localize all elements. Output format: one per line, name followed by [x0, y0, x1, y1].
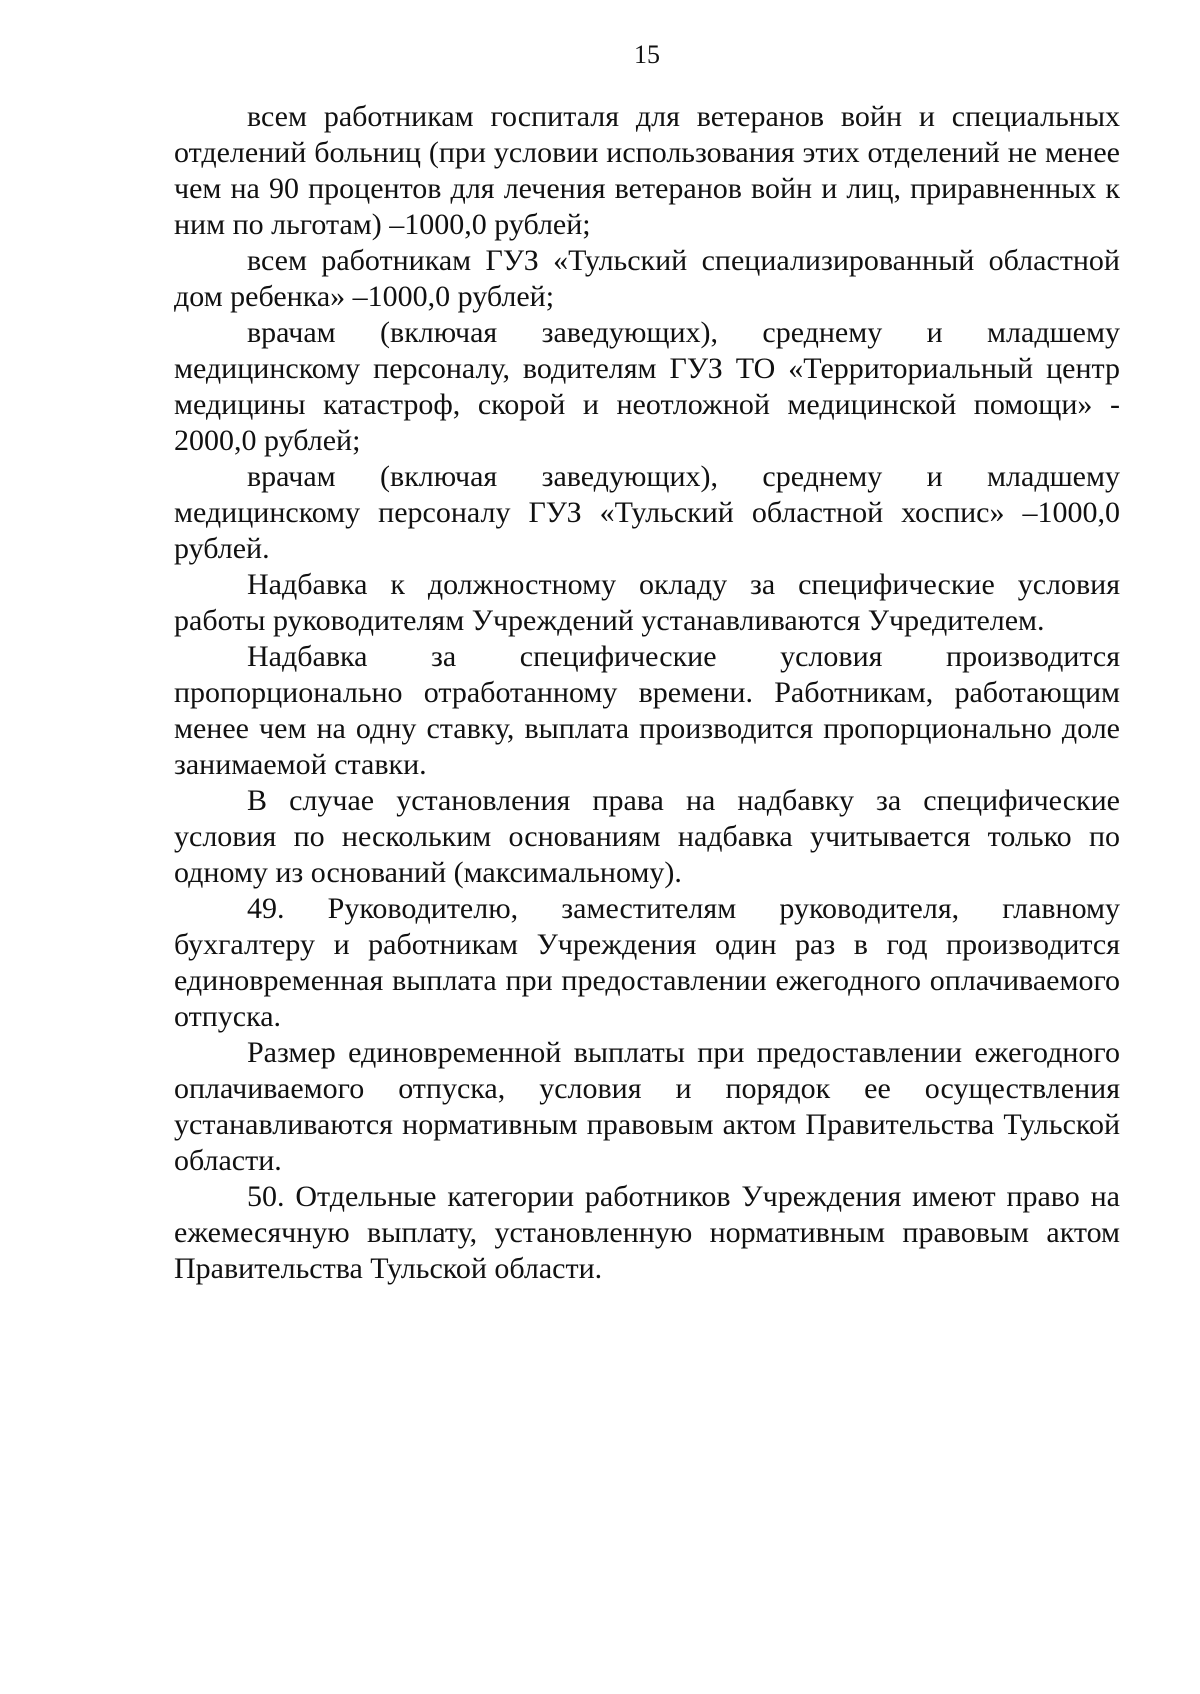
paragraph-payment-size: Размер единовременной выплаты при предоставлении ежегодного оплачиваемого отпуска, условия и порядок ее осуществления устанавливаются нормативным правовым актом Правительства Тульской области.: [174, 1036, 1120, 1177]
paragraph-children-home: всем работникам ГУЗ «Тульский специализированный областной дом ребенка» –1000,0 рублей;: [174, 244, 1120, 313]
paragraph-item-49: 49. Руководителю, заместителям руководителя, главному бухгалтеру и работникам Учреждения один раз в год производится единовременная выплата при предоставлении ежегодного оплачиваемого отпуска.: [174, 892, 1120, 1033]
paragraph-multiple-grounds: В случае установления права на надбавку за специфические условия по нескольким основаниям надбавка учитывается только по одному из оснований (максимальному).: [174, 784, 1120, 889]
paragraph-hospice: врачам (включая заведующих), среднему и младшему медицинскому персоналу ГУЗ «Тульский областной хоспис» –1000,0 рублей.: [174, 460, 1120, 565]
paragraph-supplement-proportional: Надбавка за специфические условия производится пропорционально отработанному времени. Работникам, работающим менее чем на одну ставку, выплата производится пропорционально доле занимаемой ставки.: [174, 640, 1120, 781]
page-number: 15: [634, 40, 660, 69]
document-body: [174, 99, 1120, 1287]
paragraph-item-50: 50. Отдельные категории работников Учреждения имеют право на ежемесячную выплату, установленную нормативным правовым актом Правительства Тульской области.: [174, 1180, 1120, 1285]
paragraph-supplement-heads: Надбавка к должностному окладу за специфические условия работы руководителям Учреждений устанавливаются Учредителем.: [174, 568, 1120, 637]
paragraph-disaster-medicine: врачам (включая заведующих), среднему и младшему медицинскому персоналу, водителям ГУЗ ТО «Территориальный центр медицины катастроф, скорой и неотложной медицинской помощи» - 2000,0 рублей;: [174, 316, 1120, 457]
paragraph-hospital-veterans: всем работникам госпиталя для ветеранов войн и специальных отделений больниц (при условии использования этих отделений не менее чем на 90 процентов для лечения ветеранов войн и лиц, приравненных к ним по льготам) –1000,0 рублей;: [174, 100, 1120, 241]
